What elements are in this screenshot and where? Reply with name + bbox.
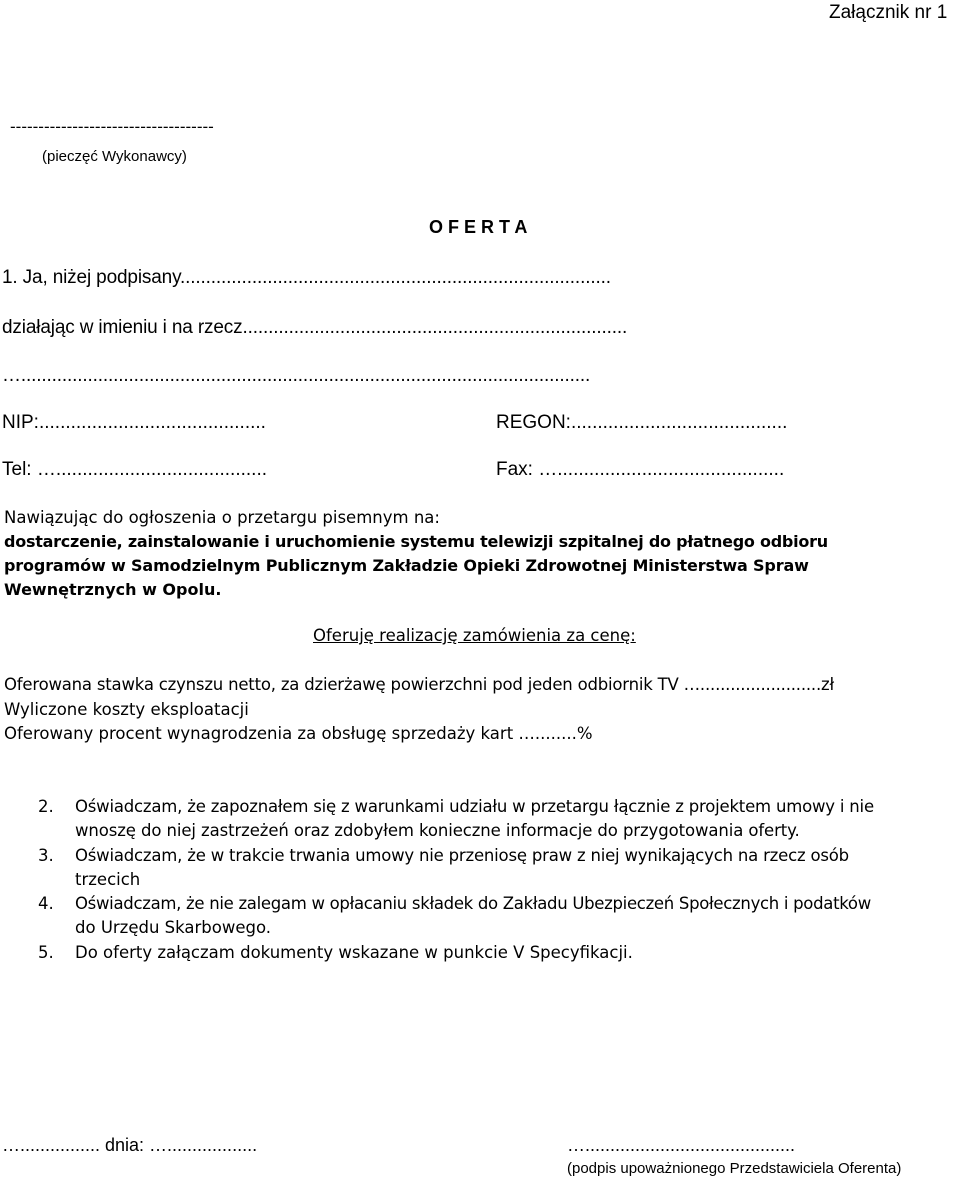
signatory-field: 1. Ja, niżej podpisany....................................................................................: [2, 267, 611, 288]
subject-line-1: dostarczenie, zainstalowanie i uruchomienie systemu telewizji szpitalnej do płatnego odbioru: [4, 532, 828, 551]
signature-line: …..........................................: [567, 1135, 796, 1155]
place-date-field: …................ dnia: …..................: [2, 1135, 258, 1155]
operating-costs-line: Wyliczone koszty eksploatacji: [4, 700, 249, 719]
annex-label: Załącznik nr 1: [829, 2, 948, 23]
rent-rate-line: Oferowana stawka czynszu netto, za dzierżawę powierzchni pod jeden odbiornik TV …........................zł: [4, 675, 834, 694]
declaration-number: 4.: [38, 894, 54, 913]
declaration-text: wnoszę do niej zastrzeżeń oraz zdobyłem konieczne informacje do przygotowania oferty.: [75, 821, 800, 840]
declaration-number: 5.: [38, 943, 54, 962]
declaration-number: 3.: [38, 846, 54, 865]
declaration-number: 2.: [38, 797, 54, 816]
declaration-text: trzecich: [75, 870, 141, 889]
declaration-text: Do oferty załączam dokumenty wskazane w punkcie V Specyfikacji.: [75, 943, 633, 962]
offer-heading: Oferuję realizację zamówienia za cenę:: [313, 626, 636, 645]
declaration-text: Oświadczam, że zapoznałem się z warunkami udziału w przetargu łącznie z projektem umowy i nie: [75, 797, 874, 816]
declaration-text: Oświadczam, że nie zalegam w opłacaniu składek do Zakładu Ubezpieczeń Społecznych i podatków: [75, 894, 871, 913]
subject-line-3: Wewnętrznych w Opolu.: [4, 580, 222, 599]
declaration-text: do Urzędu Skarbowego.: [75, 918, 272, 937]
subject-line-2: programów w Samodzielnym Publicznym Zakładzie Opieki Zdrowotnej Ministerstwa Spraw: [4, 556, 809, 575]
regon-field: REGON:.........................................: [496, 412, 788, 433]
page-title: O F E R T A: [429, 217, 528, 237]
stamp-label: (pieczęć Wykonawcy): [42, 148, 187, 165]
signature-label: (podpis upoważnionego Przedstawiciela Oferenta): [567, 1160, 902, 1177]
intro-lead: Nawiązując do ogłoszenia o przetargu pisemnym na:: [4, 508, 440, 527]
stamp-line: ------------------------------------: [10, 117, 214, 136]
tel-field: Tel: …........................................: [2, 459, 267, 480]
declaration-text: Oświadczam, że w trakcie trwania umowy nie przeniosę praw z niej wynikających na rzecz osób: [75, 846, 849, 865]
commission-line: Oferowany procent wynagrodzenia za obsługę sprzedaży kart …........%: [4, 724, 593, 743]
fax-field: Fax: …...........................................: [496, 459, 785, 480]
on-behalf-continuation: …...............................................................................................................: [2, 365, 591, 386]
on-behalf-field: działając w imieniu i na rzecz...........................................................................: [2, 317, 628, 338]
nip-field: NIP:...........................................: [2, 412, 266, 433]
